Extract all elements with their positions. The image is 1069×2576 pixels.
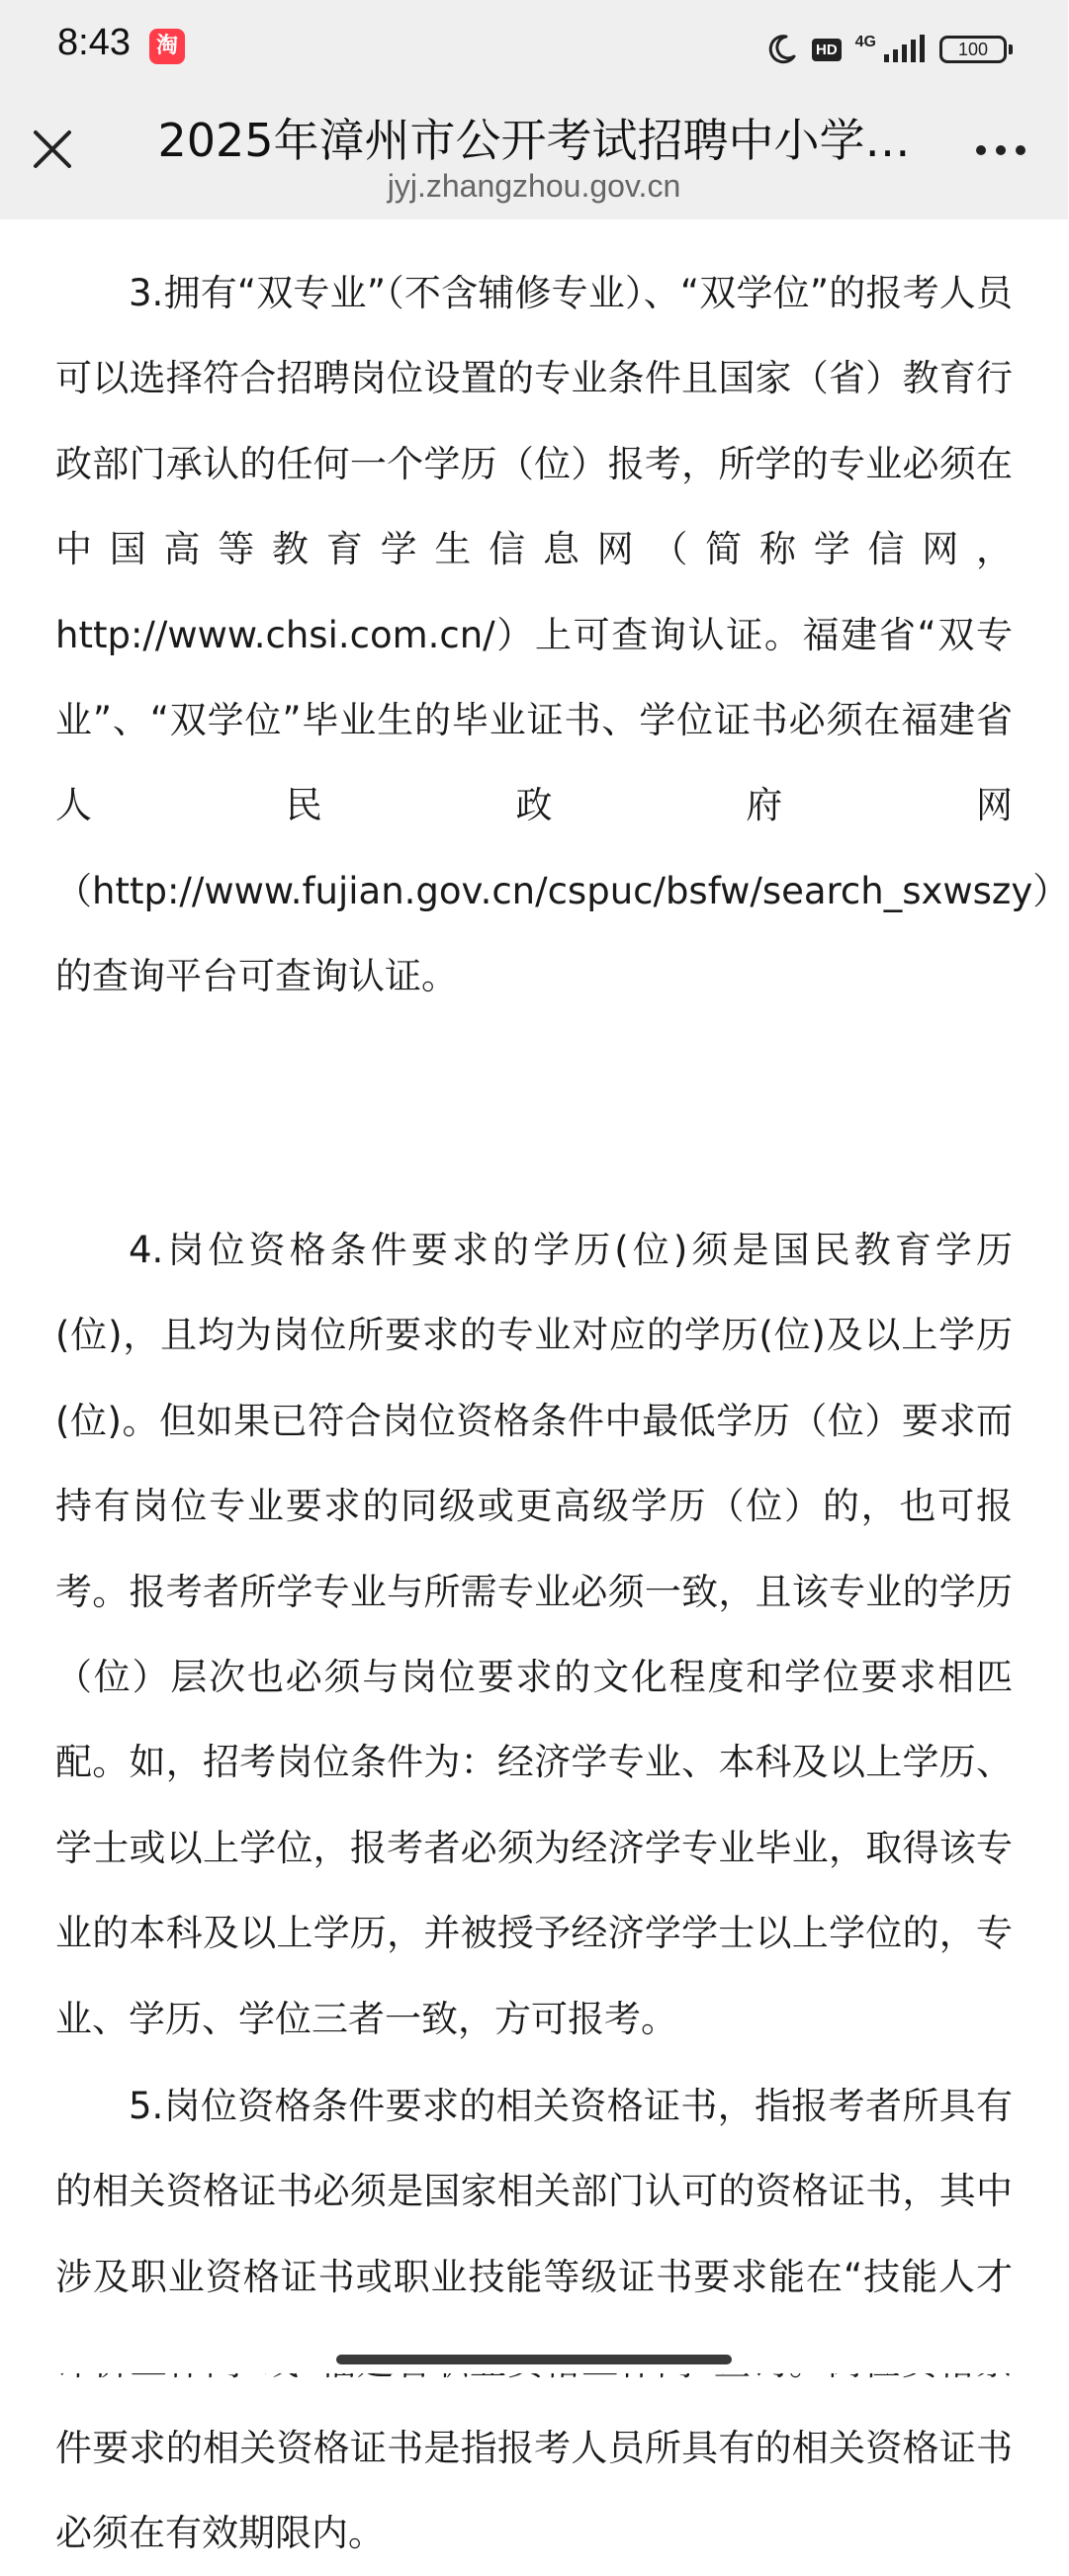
more-dots-icon: [971, 138, 1030, 162]
close-icon: [28, 125, 77, 174]
signal-icon: [884, 35, 926, 64]
article-paragraph-5: 5.岗位资格条件要求的相关资格证书，指报考者所具有的相关资格证书必须是国家相关部门认可的资格证书，其中涉及职业资格证书或职业技能等级证书要求能在“技能人才 件要求的相关资格证书是指报考人员所具有的相关资格证书必须在有效期限内。: [55, 2085, 1013, 2555]
article-content[interactable]: [0, 219, 1069, 2555]
status-bar: [0, 0, 1068, 95]
page-domain: jyj.zhangzhou.gov.cn: [387, 168, 681, 204]
taobao-notification-icon: 淘: [149, 29, 185, 64]
article-paragraph-3: 3.拥有“双专业”（不含辅修专业）、“双学位”的报考人员可以选择符合招聘岗位设置的专业条件且国家（省）教育行政部门承认的任何一个学历（位）报考，所学的专业必须在中国高等教育学生信息网（简称学信网，http://www.chsi.com.cn/）上可查询认证。福建省“双专业”、“双学位”毕业生的毕业证书、学位证书必须在福建省人民政府网（http://www.fujian.gov.cn/cspuc/bsfw/search_sxwszy）的查询平台可查询认证。: [55, 272, 1069, 998]
page-title: 2025年漳州市公开考试招聘中小学…: [157, 114, 911, 167]
close-button[interactable]: [28, 125, 77, 174]
status-icons: [764, 30, 1013, 69]
browser-top-bar: [0, 0, 1068, 219]
moon-icon: [764, 33, 798, 66]
home-indicator[interactable]: [336, 2355, 732, 2364]
status-time: 8:43: [57, 22, 131, 63]
article-paragraph-4: 4.岗位资格条件要求的学历(位)须是国民教育学历(位)，且均为岗位所要求的专业对应的学历(位)及以上学历(位)。但如果已符合岗位资格条件中最低学历（位）要求而持有岗位专业要求的同级或更高级学历（位）的，也可报考。报考者所学专业与所需专业必须一致，且该专业的学历（位）层次也必须与岗位要求的文化程度和学位要求相匹配。如，招考岗位条件为：经济学专业、本科及以上学历、学士或以上学位，报考者必须为经济学专业毕业，取得该专业的本科及以上学历，并被授予经济学学士以上学位的，专业、学历、学位三者一致，方可报考。: [55, 1229, 1013, 2040]
network-type-icon: 4G: [854, 34, 876, 50]
more-options-button[interactable]: [971, 138, 1030, 162]
battery-level: 100: [939, 36, 1007, 63]
hd-icon: HD: [812, 39, 842, 61]
battery-icon: [939, 36, 1013, 63]
